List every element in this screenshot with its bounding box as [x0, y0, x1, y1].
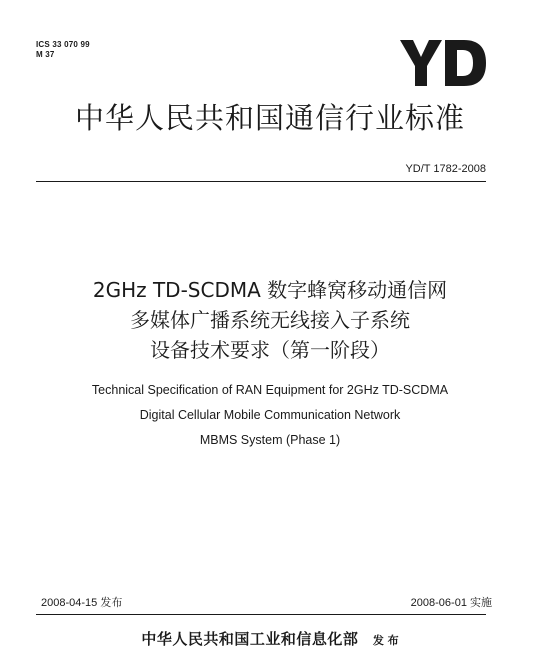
- title-zh-line-3: 设备技术要求（第一阶段）: [150, 338, 390, 362]
- title-en-line-1: Technical Specification of RAN Equipment for 2GHz TD-SCDMA: [91, 383, 449, 397]
- ics-code: ICS 33 070 99: [36, 40, 90, 49]
- publisher-suffix: 发 布: [372, 634, 399, 647]
- standard-body-title: 中华人民共和国通信行业标准: [74, 101, 465, 135]
- classification-codes: [36, 40, 90, 60]
- title-en-line-3: MBMS System (Phase 1): [199, 433, 341, 447]
- yd-logo: [400, 40, 486, 86]
- title-en-line-2: Digital Cellular Mobile Communication Network: [139, 408, 401, 422]
- title-zh-line-1: 2GHz TD-SCDMA 数字蜂窝移动通信网: [92, 278, 448, 302]
- implementation-date: 2008-06-01 实施: [410, 597, 492, 609]
- header-divider: [36, 181, 486, 182]
- publisher-line: [0, 628, 540, 649]
- standard-code: YD/T 1782-2008: [405, 163, 486, 175]
- footer-divider: [36, 614, 486, 615]
- issue-date: 2008-04-15 发布: [41, 597, 123, 609]
- publisher-name: 中华人民共和国工业和信息化部: [141, 630, 359, 648]
- title-zh-line-2: 多媒体广播系统无线接入子系统: [130, 308, 410, 332]
- ccs-code: M 37: [36, 50, 55, 59]
